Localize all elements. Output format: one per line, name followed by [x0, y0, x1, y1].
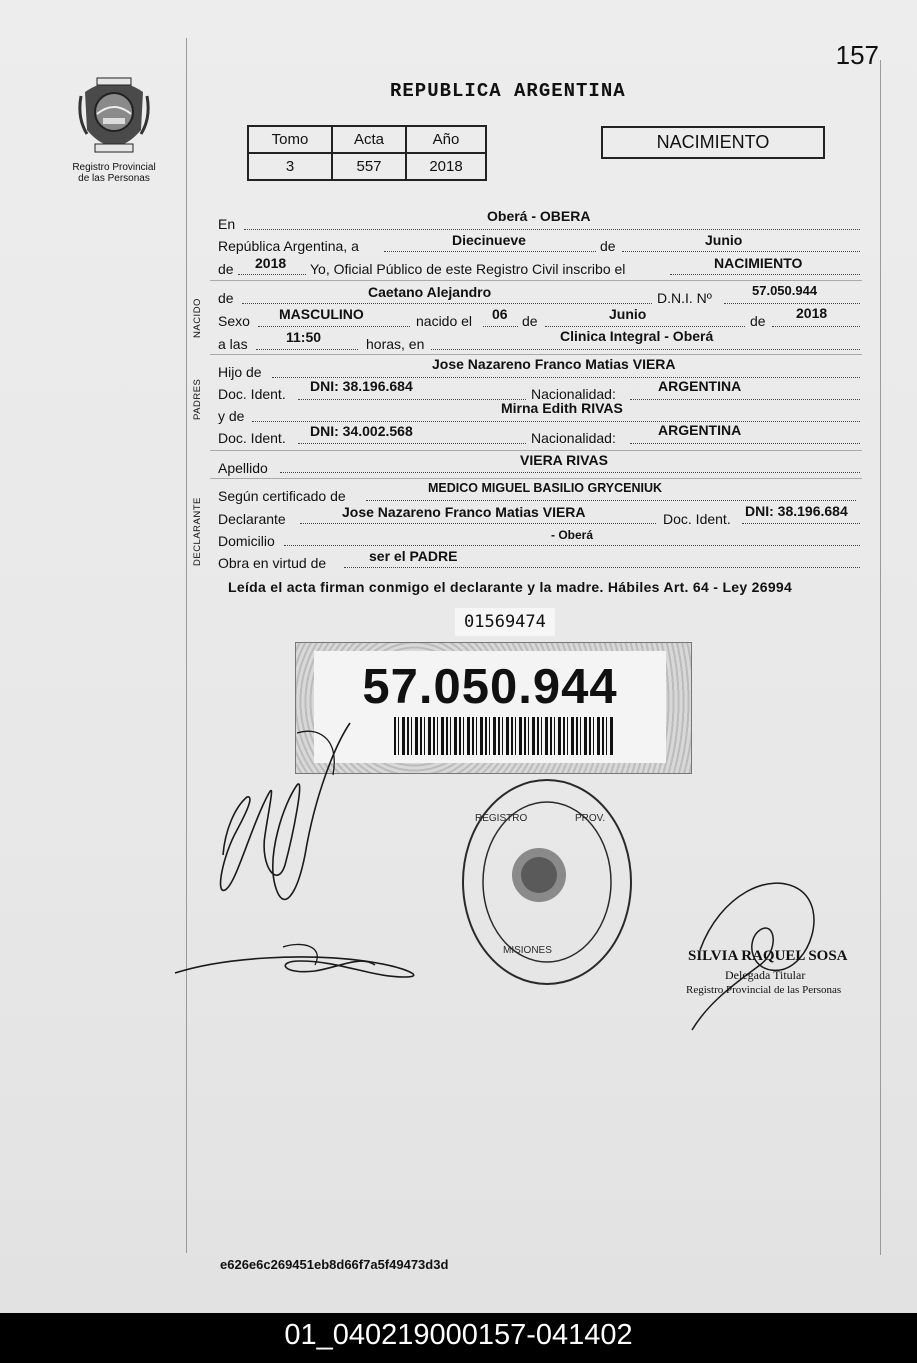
sticker-dni-number: 57.050.944 [362, 660, 618, 714]
de-label: de [600, 238, 616, 254]
section-divider [210, 354, 862, 355]
obra-value: ser el PADRE [369, 548, 458, 564]
country-title: REPUBLICA ARGENTINA [390, 80, 626, 102]
registry-crest [62, 70, 166, 184]
birth-place: Clinica Integral - Oberá [560, 328, 714, 344]
place-value: Oberá - OBERA [487, 208, 591, 224]
section-divider [210, 478, 862, 479]
month-value: Junio [705, 232, 743, 248]
dotted-line [244, 229, 860, 230]
dotted-line [258, 326, 410, 327]
father-name: Jose Nazareno Franco Matias VIERA [432, 356, 676, 372]
dotted-line [772, 326, 860, 327]
dotted-line [252, 421, 860, 422]
serial-number: 01569474 [455, 608, 555, 636]
child-dni: 57.050.944 [752, 283, 818, 298]
dotted-line [431, 349, 860, 350]
inscribed-value: NACIMIENTO [714, 255, 803, 271]
declarante-label: Declarante [218, 511, 286, 527]
a-las-label: a las [218, 336, 248, 352]
mother-name: Mirna Edith RIVAS [501, 400, 623, 416]
nacido-section-label: NACIDO [192, 298, 203, 338]
certificado-value: MEDICO MIGUEL BASILIO GRYCENIUK [428, 481, 663, 495]
dotted-line [256, 349, 358, 350]
birth-day: 06 [492, 306, 508, 322]
de-label: de [522, 313, 538, 329]
dotted-line [300, 523, 656, 524]
father-nationality: ARGENTINA [658, 378, 742, 394]
svg-text:PROV.: PROV. [575, 813, 606, 824]
dotted-line [384, 251, 596, 252]
registry-table [247, 125, 487, 181]
declarant-signature-icon [165, 715, 440, 985]
anio-header: Año [406, 126, 486, 153]
registrar-office: Registro Provincial de las Personas [686, 984, 842, 996]
day-value: Diecinueve [452, 232, 526, 248]
tomo-header: Tomo [248, 126, 332, 153]
sexo-value: MASCULINO [279, 306, 364, 322]
certificado-label: Según certificado de [218, 488, 346, 504]
act-type-box: NACIMIENTO [601, 126, 825, 159]
document-hash: e626e6c269451eb8d66f7a5f49473d3d [220, 1257, 449, 1272]
section-divider [210, 280, 862, 281]
right-margin-line [880, 60, 881, 1255]
left-margin-line [186, 38, 187, 1253]
hijo-label: Hijo de [218, 364, 262, 380]
section-divider [210, 450, 862, 451]
dotted-line [238, 274, 306, 275]
child-name: Caetano Alejandro [368, 284, 492, 300]
en-row: En [218, 216, 236, 232]
tomo-value: 3 [248, 153, 332, 180]
declarante-section-label: DECLARANTE [192, 497, 203, 566]
dotted-line [298, 443, 526, 444]
doc-label: Doc. Ident. [218, 430, 286, 446]
father-doc: DNI: 38.196.684 [310, 378, 413, 394]
dotted-line [670, 274, 860, 275]
dotted-line [344, 567, 860, 568]
de-label: de [218, 290, 234, 306]
svg-text:REGISTRO: REGISTRO [475, 813, 528, 824]
nacido-label: nacido el [416, 313, 473, 329]
closing-text: Leída el acta firman conmigo el declarante y la madre. Hábiles Art. 64 - Ley 26994 [228, 579, 793, 595]
dotted-line [622, 251, 860, 252]
svg-text:MISIONES: MISIONES [503, 945, 552, 956]
obra-label: Obra en virtud de [218, 555, 327, 571]
year-value: 2018 [255, 255, 287, 271]
dotted-line [366, 500, 856, 501]
registrar-role: Delegada Titular [725, 968, 806, 982]
domicilio-label: Domicilio [218, 533, 275, 549]
dotted-line [630, 399, 860, 400]
acta-value: 557 [332, 153, 406, 180]
nacionalidad-label: Nacionalidad: [531, 386, 616, 402]
footer-code: 01_040219000157-041402 [0, 1313, 917, 1363]
dni-label: D.N.I. Nº [657, 290, 712, 306]
de-label: de [750, 313, 766, 329]
registry-office-label: Registro Provincial de las Personas [72, 162, 156, 184]
dotted-line [483, 326, 518, 327]
padres-section-label: PADRES [192, 378, 203, 420]
doc-label: Doc. Ident. [218, 386, 286, 402]
dotted-line [242, 303, 652, 304]
declarante-doc: DNI: 38.196.684 [745, 503, 848, 519]
horas-label: horas, en [366, 336, 425, 352]
page-number: 157 [835, 40, 879, 70]
dotted-line [545, 326, 745, 327]
dotted-line [630, 443, 860, 444]
doc-label: Doc. Ident. [663, 511, 731, 527]
anio-value: 2018 [406, 153, 486, 180]
apellido-value: VIERA RIVAS [520, 452, 608, 468]
yde-label: y de [218, 408, 245, 424]
sexo-label: Sexo [218, 313, 250, 329]
mother-nationality: ARGENTINA [658, 422, 742, 438]
official-text: Yo, Oficial Público de este Registro Civil inscribo el [310, 261, 626, 277]
birth-time: 11:50 [286, 329, 322, 345]
republic-row: República Argentina, a [218, 238, 359, 254]
birth-year: 2018 [796, 305, 828, 321]
coat-of-arms-icon [75, 70, 153, 158]
nacionalidad-label: Nacionalidad: [531, 430, 616, 446]
dotted-line [742, 523, 860, 524]
dotted-line [280, 472, 860, 473]
dotted-line [724, 303, 860, 304]
apellido-label: Apellido [218, 460, 268, 476]
official-seal-icon [457, 775, 637, 990]
acta-header: Acta [332, 126, 406, 153]
dotted-line [298, 399, 526, 400]
registrar-name: SILVIA RAQUEL SOSA [688, 948, 848, 964]
dotted-line [284, 545, 860, 546]
mother-doc: DNI: 34.002.568 [310, 423, 413, 439]
domicilio-value: - Oberá [551, 528, 594, 542]
de2-label: de [218, 261, 234, 277]
birth-month: Junio [609, 306, 647, 322]
declarante-value: Jose Nazareno Franco Matias VIERA [342, 504, 586, 520]
